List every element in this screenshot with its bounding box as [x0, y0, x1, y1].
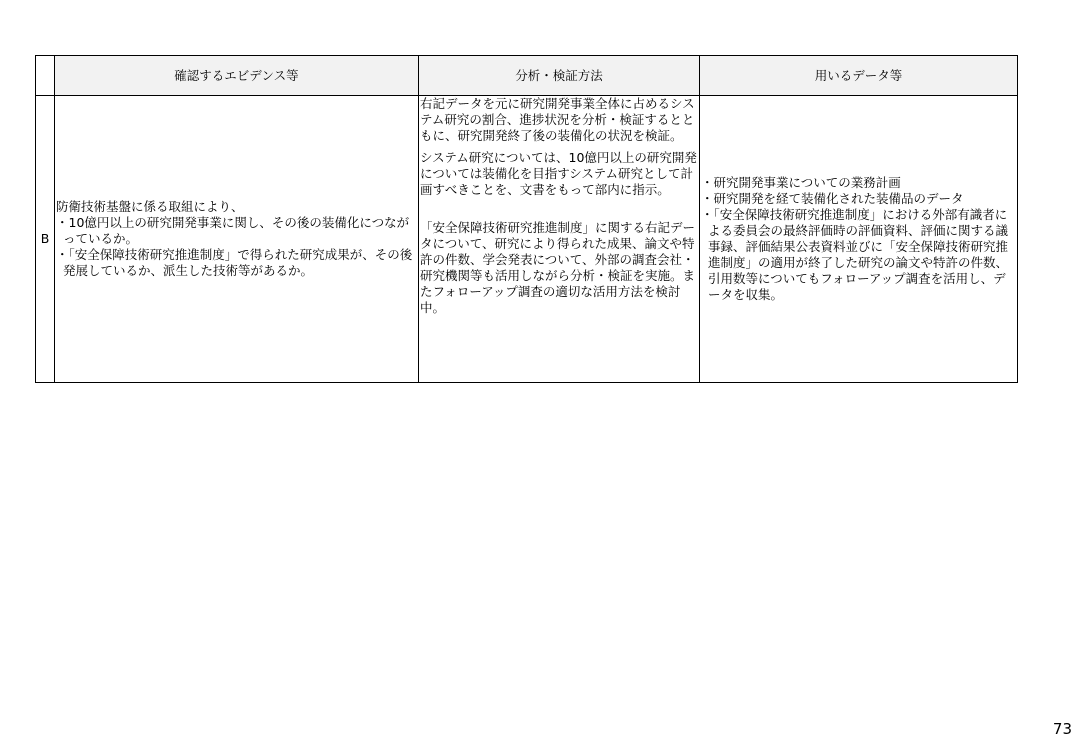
evidence-item: ・「安全保障技術研究推進制度」で得られた研究成果が、その後発展しているか、派生した技術等があるか。 — [56, 247, 413, 278]
data-cell — [700, 96, 1018, 383]
row-label: B — [36, 96, 55, 383]
evidence-item: ・10億円以上の研究開発事業に関し、その後の装備化につながっているか。 — [56, 215, 410, 246]
header-data: 用いるデータ等 — [700, 56, 1018, 96]
header-row — [36, 56, 1018, 96]
data-item: ・「安全保障技術研究推進制度」における外部有識者による委員会の最終評価時の評価資料、評価に関する議事録、評価結果公表資料並びに「安全保障技術研究推進制度」の適用が終了した研究の論文や特許の件数、引用数等についてもフォローアップ調査を活用し、データを収集。 — [701, 207, 1009, 302]
evidence-table — [35, 55, 1018, 383]
method-cell — [419, 96, 700, 383]
page-number: 73 — [1052, 720, 1072, 738]
method-paragraph: システム研究については、10億円以上の研究開発については装備化を目指すシステム研究として計画すべきことを、文書をもって部内に指示。 — [420, 150, 697, 197]
table-row — [36, 96, 1018, 383]
header-method: 分析・検証方法 — [419, 56, 700, 96]
data-item: ・研究開発事業についての業務計画 — [701, 175, 901, 190]
evidence-intro: 防衛技術基盤に係る取組により、 — [56, 199, 244, 214]
data-item: ・研究開発を経て装備化された装備品のデータ — [701, 191, 964, 206]
corner-cell — [36, 56, 55, 96]
evidence-cell — [55, 96, 419, 383]
method-paragraph: 右記データを元に研究開発事業全体に占めるシステム研究の割合、進捗状況を分析・検証するとともに、研究開発終了後の装備化の状況を検証。 — [420, 96, 695, 143]
header-evidence: 確認するエビデンス等 — [55, 56, 419, 96]
method-paragraph: 「安全保障技術研究推進制度」に関する右記データについて、研究により得られた成果、論文や特許の件数、学会発表について、外部の調査会社・研究機関等も活用しながら分析・検証を実施。またフォローアップ調査の適切な活用方法を検討中。 — [420, 220, 696, 315]
